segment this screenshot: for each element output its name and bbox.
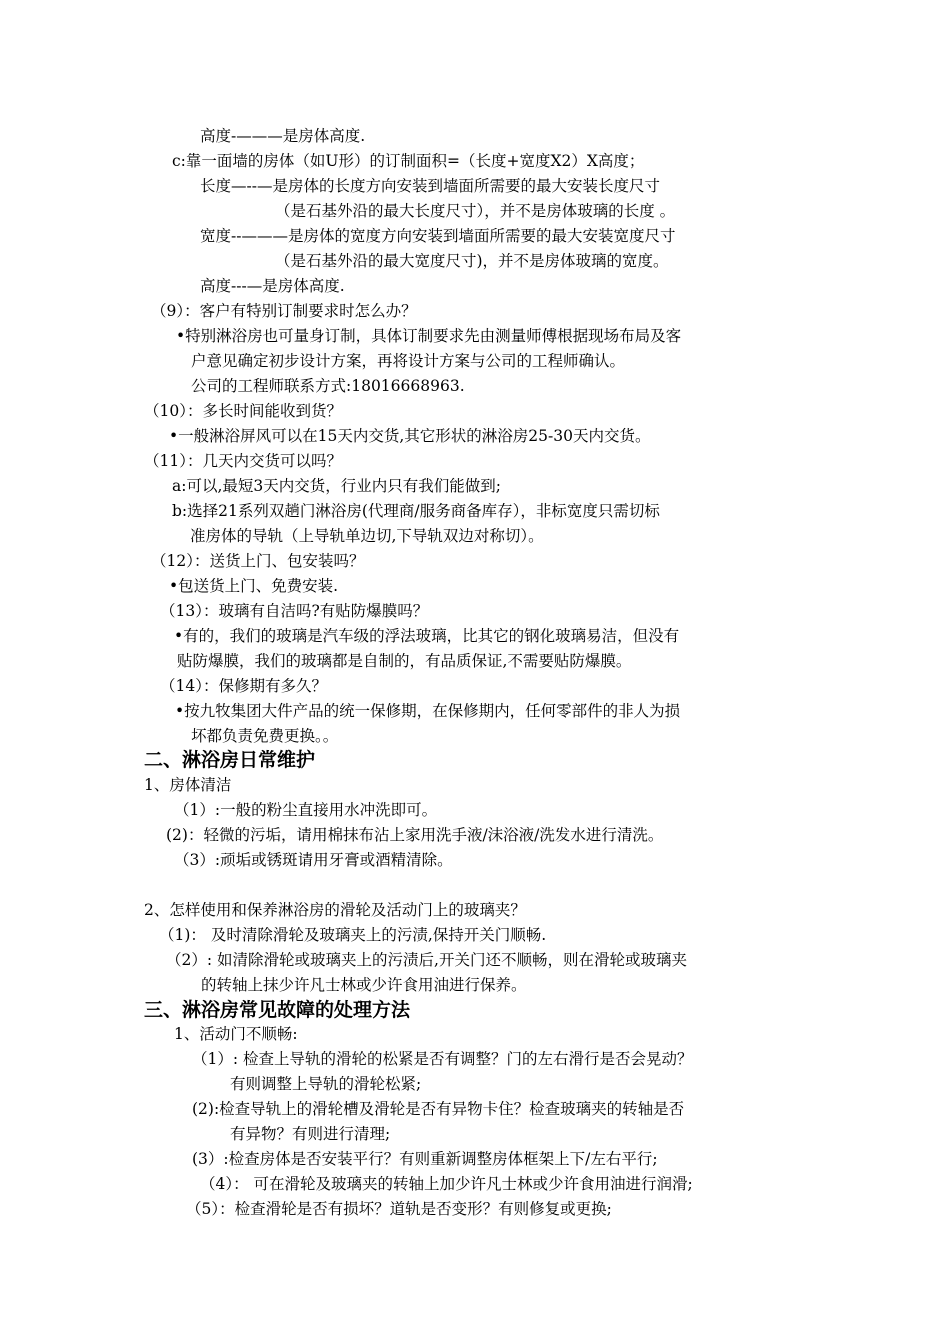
text-line: 的转轴上抹少许凡士林或少许食用油进行保养。 — [201, 976, 527, 994]
text-line: 长度—--—是房体的长度方向安装到墙面所需要的最大安装长度尺寸 — [200, 177, 660, 195]
text-line: (2)：轻微的污垢，请用棉抹布沾上家用洗手液/沫浴液/洗发水进行清洗。 — [166, 826, 664, 844]
text-line: 宽度--———是房体的宽度方向安装到墙面所需要的最大安装宽度尺寸 — [200, 227, 676, 245]
question-heading: （13）：玻璃有自洁吗?有贴防爆膜吗？ — [160, 602, 429, 620]
text-line: （1）:一般的粉尘直接用水冲洗即可。 — [174, 801, 438, 819]
text-line: （1）: 检查上导轨的滑轮的松紧是否有调整？门的左右滑行是否会晃动？ — [192, 1050, 693, 1068]
text-line: •包送货上门、免费安装. — [169, 577, 339, 595]
text-line: a:可以,最短3天内交货，行业内只有我们能做到; — [172, 477, 501, 495]
text-line: 有异物？有则进行清理; — [230, 1125, 391, 1143]
text-line: •按九牧集团大件产品的统一保修期，在保修期内，任何零部件的非人为损 — [175, 702, 681, 720]
subsection-heading: 1、活动门不顺畅: — [174, 1025, 298, 1043]
question-heading: （10）：多长时间能收到货？ — [144, 402, 342, 420]
subsection-heading: 1、房体清洁 — [144, 776, 232, 794]
text-line: （3）:顽垢或锈斑请用牙膏或酒精清除。 — [174, 851, 453, 869]
text-line: （5）：检查滑轮是否有损坏？道轨是否变形？有则修复或更换; — [186, 1200, 612, 1218]
text-line: （4）： 可在滑轮及玻璃夹的转轴上加少许凡士林或少许食用油进行润滑; — [200, 1175, 693, 1193]
text-line: 贴防爆膜，我们的玻璃都是自制的，有品质保证,不需要贴防爆膜。 — [177, 652, 632, 670]
question-heading: （12）：送货上门、包安装吗？ — [151, 552, 365, 570]
text-line: 公司的工程师联系方式:18016668963. — [191, 377, 465, 395]
text-line: (3）:检查房体是否安装平行？有则重新调整房体框架上下/左右平行; — [192, 1150, 658, 1168]
text-line: b:选择21系列双趟门淋浴房(代理商/服务商备库存），非标宽度只需切标 — [172, 502, 660, 520]
text-line: 有则调整上导轨的滑轮松紧; — [230, 1075, 422, 1093]
text-line: （2）: 如清除滑轮或玻璃夹上的污渍后,开关门还不顺畅，则在滑轮或玻璃夹 — [166, 951, 687, 969]
subsection-heading: 2、怎样使用和保养淋浴房的滑轮及活动门上的玻璃夹？ — [144, 901, 526, 919]
text-line: c:靠一面墙的房体（如U形）的订制面积=（长度+宽度X2）X高度； — [172, 152, 645, 170]
text-line: (2):检查导轨上的滑轮槽及滑轮是否有异物卡住？检查玻璃夹的转轴是否 — [192, 1100, 685, 1118]
text-line: （是石基外沿的最大长度尺寸），并不是房体玻璃的长度 。 — [275, 202, 676, 220]
question-heading: （14）：保修期有多久？ — [160, 677, 327, 695]
question-heading: （9）：客户有特别订制要求时怎么办？ — [151, 302, 417, 320]
section-heading: 二、淋浴房日常维护 — [144, 749, 316, 771]
text-line: 坏都负责免费更换。。 — [191, 727, 339, 745]
text-line: （是石基外沿的最大宽度尺寸)，并不是房体玻璃的宽度。 — [275, 252, 669, 270]
text-line: •有的，我们的玻璃是汽车级的浮法玻璃，比其它的钢化玻璃易洁，但没有 — [174, 627, 680, 645]
text-line: 高度-———是房体高度. — [200, 127, 366, 145]
text-line: 准房体的导轨（上导轨单边切,下导轨双边对称切）。 — [190, 527, 544, 545]
section-heading: 三、淋浴房常见故障的处理方法 — [144, 999, 411, 1021]
text-line: （1)： 及时清除滑轮及玻璃夹上的污渍,保持开关门顺畅. — [159, 926, 547, 944]
text-line: 户意见确定初步设计方案，再将设计方案与公司的工程师确认。 — [191, 352, 626, 370]
text-line: •特别淋浴房也可量身订制，具体订制要求先由测量师傅根据现场布局及客 — [176, 327, 682, 345]
text-line: 高度---—是房体高度. — [200, 277, 345, 295]
question-heading: （11）：几天内交货可以吗？ — [144, 452, 342, 470]
text-line: •一般淋浴屏风可以在15天内交货,其它形状的淋浴房25-30天内交货。 — [169, 427, 651, 445]
